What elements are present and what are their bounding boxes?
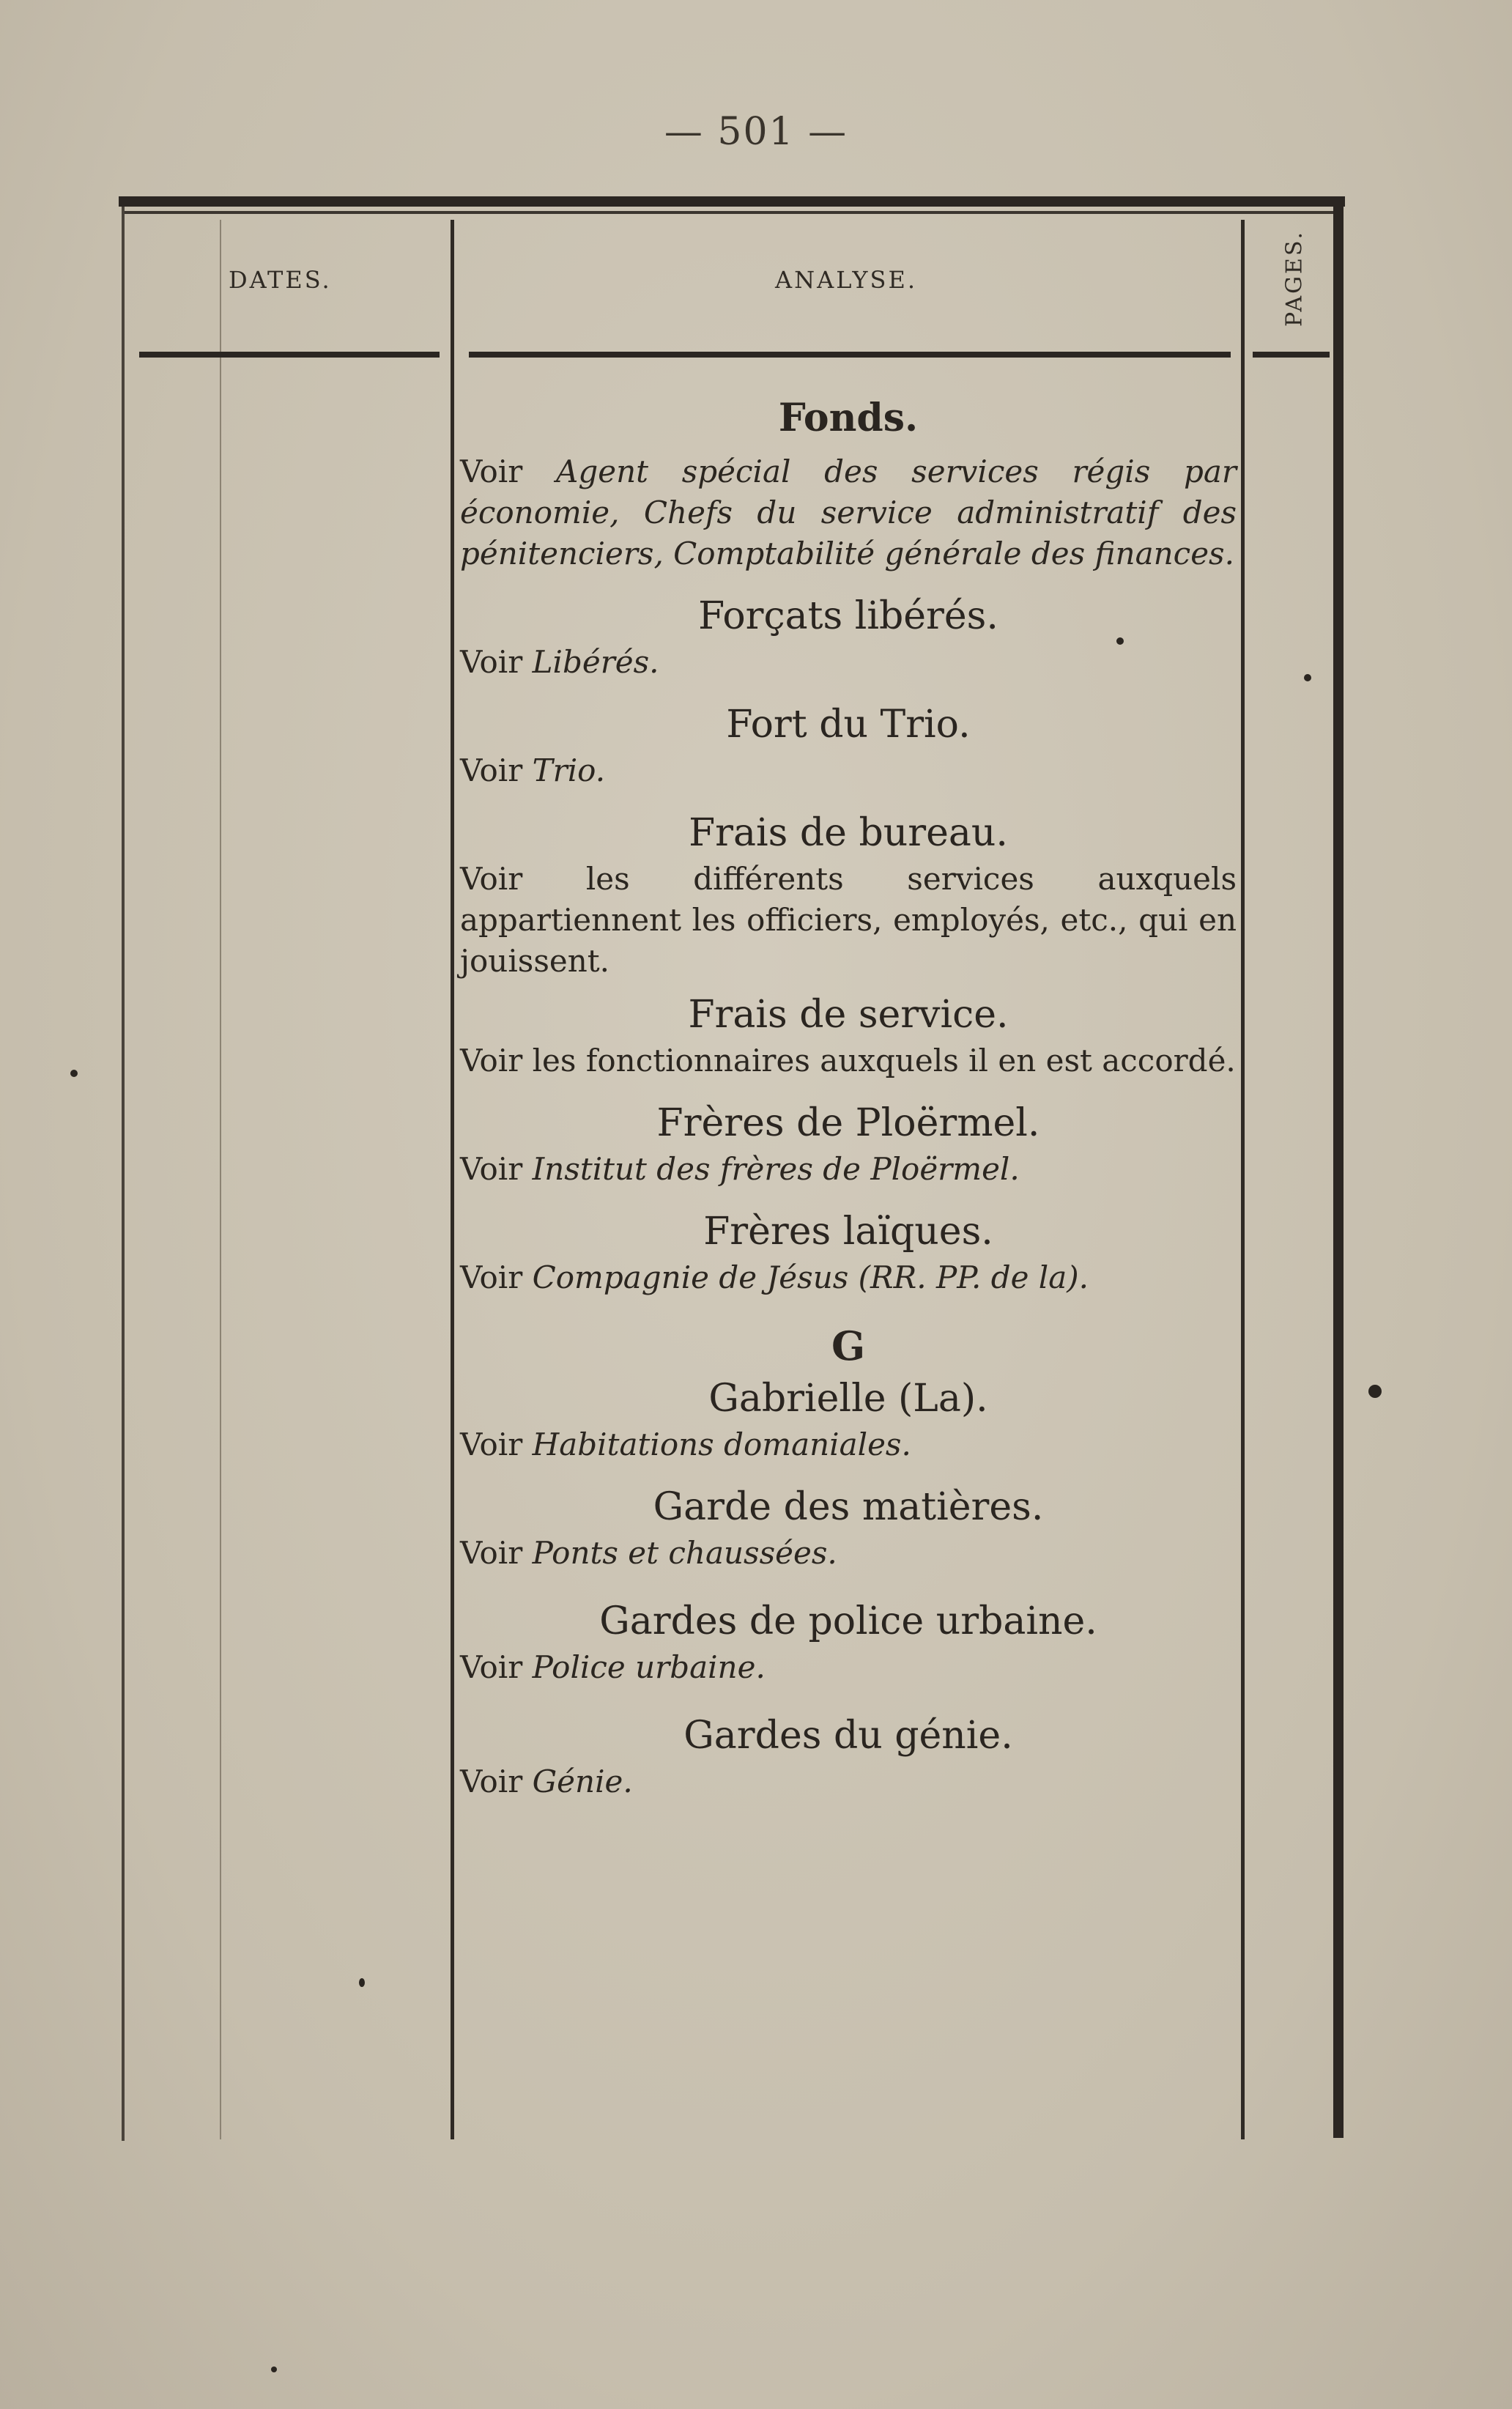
column-header-pages-label: PAGES. [1281, 230, 1308, 327]
entry-heading: Fort du Trio. [726, 703, 971, 747]
paper-speck [1304, 674, 1311, 681]
paper-speck [70, 1070, 78, 1077]
entry-reference [460, 1040, 1237, 1081]
entry-reference [460, 750, 1237, 791]
entry-heading: Frères de Ploërmel. [656, 1101, 1040, 1145]
paper-speck [271, 2367, 277, 2372]
header-rule-dates [139, 352, 440, 358]
voir-label: Voir [460, 644, 533, 680]
reference-text: Libérés. [532, 644, 659, 680]
entry-reference [460, 1149, 1237, 1190]
entry-heading: Gardes de police urbaine. [599, 1599, 1097, 1643]
voir-label: Voir [460, 1649, 533, 1685]
column-rule-dates [451, 220, 454, 2139]
paper-speck [1116, 637, 1124, 645]
entry-gardes-de-police-urbaine [460, 1599, 1237, 1688]
section-letter-g [460, 1323, 1237, 1369]
header-rule-pages [1253, 352, 1330, 358]
voir-label: Voir [460, 454, 556, 489]
entry-fonds [460, 396, 1237, 574]
voir-label: Voir les fonctionnaires auxquels il en est accordé. [460, 1043, 1236, 1078]
entry-reference [460, 1647, 1237, 1688]
section-letter: G [831, 1322, 866, 1369]
entry-reference [460, 1533, 1237, 1574]
column-header-dates: DATES. [229, 266, 332, 294]
analyse-column [460, 396, 1237, 1805]
header-rule-analyse [469, 352, 1231, 358]
entry-heading: Frais de bureau. [689, 811, 1008, 855]
entry-heading: Gardes du génie. [683, 1714, 1013, 1758]
voir-label: Voir [460, 1426, 533, 1462]
voir-label: Voir [460, 1535, 533, 1571]
entry-heading: Forçats libérés. [698, 594, 998, 638]
column-rule-faint [220, 220, 221, 2139]
paper-speck [359, 1978, 365, 1987]
page-number: — 501 — [664, 110, 848, 154]
column-rule-pages [1241, 220, 1245, 2139]
entry-frais-de-service [460, 992, 1237, 1081]
entry-heading: Fonds. [778, 396, 919, 440]
entry-reference [460, 1761, 1237, 1802]
entry-reference [460, 1424, 1237, 1465]
reference-text: Agent spécial des services régis par économie, Chefs du service administratif des pénitenciers, Comptabilité générale des finances. [460, 454, 1237, 571]
reference-text: Trio. [532, 752, 606, 788]
entry-reference [460, 451, 1237, 574]
reference-text: Institut des frères de Ploërmel. [532, 1151, 1020, 1187]
entry-garde-des-matieres [460, 1484, 1237, 1574]
reference-text: Habitations domaniales. [532, 1426, 911, 1462]
reference-text: Police urbaine. [532, 1649, 766, 1685]
entry-heading: Garde des matières. [653, 1485, 1044, 1529]
paper-speck [1368, 1385, 1382, 1398]
entry-gabrielle [460, 1376, 1237, 1465]
reference-text: Compagnie de Jésus (RR. PP. de la). [532, 1259, 1089, 1295]
voir-label: Voir les différents services auxquels appartiennent les officiers, employés, etc., qui en jouissent. [460, 861, 1237, 979]
entry-freres-laiques [460, 1209, 1237, 1298]
reference-text: Génie. [532, 1764, 633, 1799]
voir-label: Voir [460, 1259, 533, 1295]
entry-fort-du-trio [460, 702, 1237, 791]
voir-label: Voir [460, 1764, 533, 1799]
entry-heading: Frères laïques. [703, 1210, 993, 1254]
entry-frais-de-bureau [460, 810, 1237, 982]
entry-freres-de-ploermel [460, 1100, 1237, 1190]
table-top-border [119, 196, 1345, 207]
table-right-border [1333, 196, 1344, 2138]
voir-label: Voir [460, 752, 533, 788]
table-left-border [122, 207, 125, 2141]
entry-heading: Gabrielle (La). [708, 1377, 988, 1421]
voir-label: Voir [460, 1151, 533, 1187]
column-header-analyse: ANALYSE. [775, 266, 917, 294]
entry-reference [460, 642, 1237, 683]
column-header-pages [1261, 220, 1327, 337]
reference-text: Ponts et chaussées. [532, 1535, 837, 1571]
entry-reference [460, 859, 1237, 982]
table-top-border-inner [125, 211, 1342, 214]
entry-heading: Frais de service. [688, 993, 1009, 1037]
entry-reference [460, 1257, 1237, 1298]
entry-gardes-du-genie [460, 1713, 1237, 1802]
